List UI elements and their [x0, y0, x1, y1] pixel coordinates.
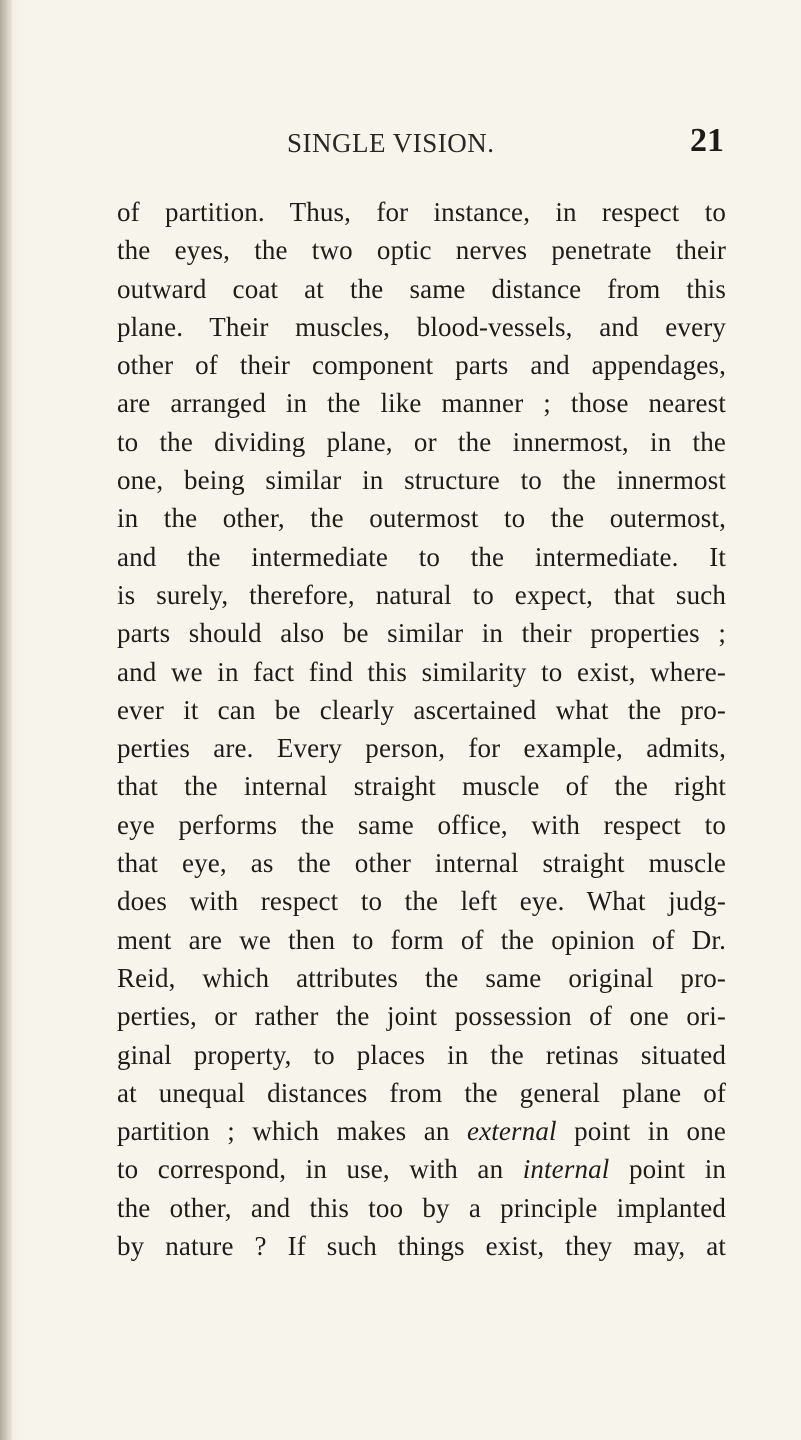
text-line: perties are. Every person, for example, admits, [117, 733, 726, 764]
text-line: does with respect to the left eye. What judg- [117, 886, 726, 917]
text-line: one, being similar in structure to the innermost [117, 465, 726, 496]
page-header [0, 122, 801, 168]
text-line: Reid, which attributes the same original pro- [117, 962, 726, 993]
text-line: and we in fact find this similarity to exist, where- [117, 656, 726, 687]
text-line: parts should also be similar in their properties ; [117, 618, 726, 649]
text-line: is surely, therefore, natural to expect, that such [117, 579, 726, 610]
text-line: outward coat at the same distance from this [117, 273, 726, 304]
text-fragment: point in [609, 1154, 727, 1185]
text-line: the eyes, the two optic nerves penetrate their [117, 235, 726, 266]
text-line: other of their component parts and appendages, [117, 350, 726, 381]
text-line: ever it can be clearly ascertained what the pro- [117, 694, 726, 725]
text-line: by nature ? If such things exist, they may, at [117, 1231, 726, 1262]
italic-term-external: external [466, 1116, 557, 1147]
text-line: and the intermediate to the intermediate. It [117, 541, 726, 572]
text-line: that the internal straight muscle of the right [117, 771, 726, 802]
text-line: ment are we then to form of the opinion of Dr. [117, 924, 726, 955]
text-line: are arranged in the like manner ; those nearest [117, 388, 726, 419]
text-fragment: to correspond, in use, with an [117, 1154, 523, 1185]
text-line: that eye, as the other internal straight muscle [117, 848, 726, 879]
text-line: at unequal distances from the general plane of [117, 1077, 726, 1108]
text-line-with-italic [117, 1150, 726, 1188]
text-line: of partition. Thus, for instance, in respect to [117, 197, 726, 227]
text-line: to the dividing plane, or the innermost, in the [117, 426, 726, 457]
page-number: 21 [690, 122, 724, 159]
text-fragment: partition ; which makes an [117, 1116, 467, 1147]
text-line: plane. Their muscles, blood-vessels, and every [117, 311, 726, 342]
italic-term-internal: internal [522, 1154, 610, 1185]
text-line-with-italic [117, 1112, 726, 1150]
text-line: perties, or rather the joint possession of one ori- [117, 1001, 726, 1032]
text-line: in the other, the outermost to the outermost, [117, 503, 726, 534]
body-text [117, 193, 726, 1265]
page-gutter-shadow [0, 0, 12, 1440]
text-line: eye performs the same office, with respect to [117, 809, 726, 840]
text-fragment: point in one [556, 1116, 726, 1147]
running-head: SINGLE VISION. [287, 128, 495, 158]
text-line: ginal property, to places in the retinas situated [117, 1039, 726, 1070]
text-line: the other, and this too by a principle implanted [117, 1192, 726, 1223]
